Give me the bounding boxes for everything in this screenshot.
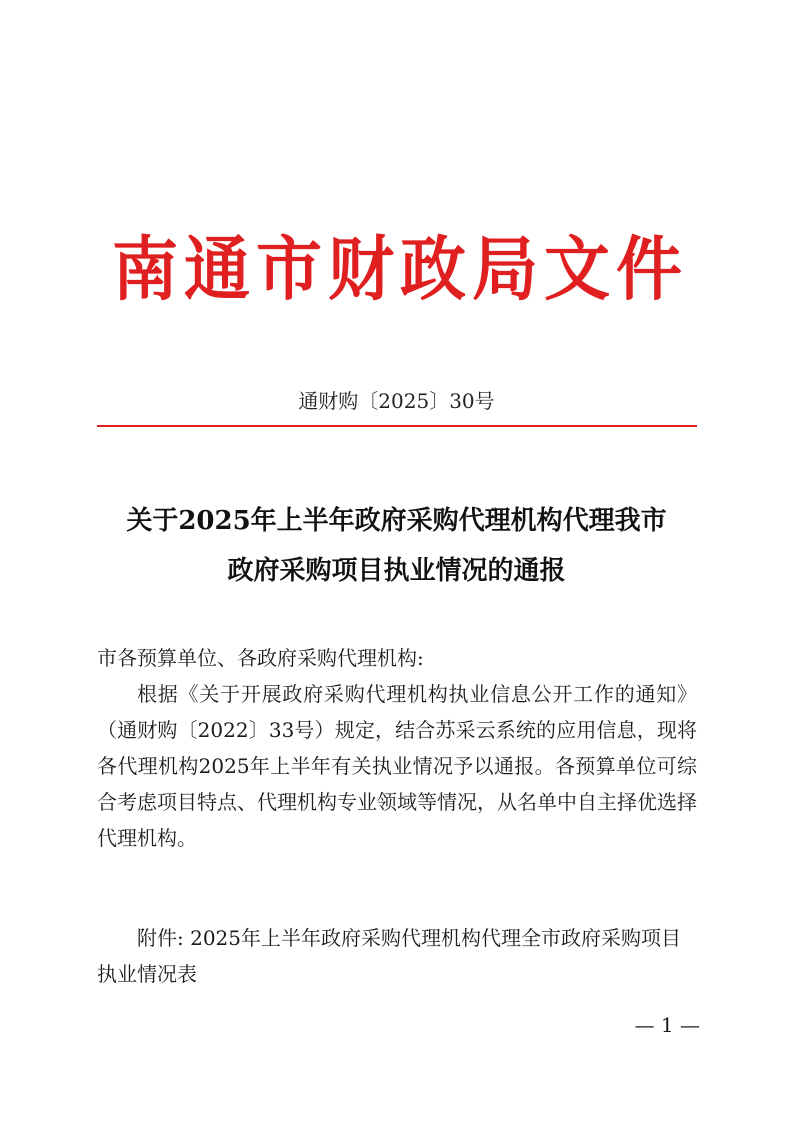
notice-title-line-1: 关于2025年上半年政府采购代理机构代理我市 (126, 506, 667, 536)
document-body (97, 640, 697, 856)
salutation: 市各预算单位、各政府采购代理机构: (97, 646, 424, 670)
notice-title (90, 496, 703, 596)
page-number: — 1 — (634, 1013, 700, 1037)
notice-title-line-2: 政府采购项目执业情况的通报 (227, 556, 566, 586)
document-number: 通财购〔2025〕30号 (298, 389, 495, 413)
body-paragraph: 根据《关于开展政府采购代理机构执业信息公开工作的通知》（通财购〔2022〕33号）规定，结合苏采云系统的应用信息，现将各代理机构2025年上半年有关执业情况予以通报。各预算单位可综合考虑项目特点、代理机构专业领域等情况，从名单中自主择优选择代理机构。 (97, 682, 697, 850)
document-header-title: 南通市财政局文件 (112, 229, 688, 310)
attachment-note: 附件: 2025年上半年政府采购代理机构代理全市政府采购项目执业情况表 (97, 926, 681, 986)
red-separator-line (97, 425, 697, 427)
